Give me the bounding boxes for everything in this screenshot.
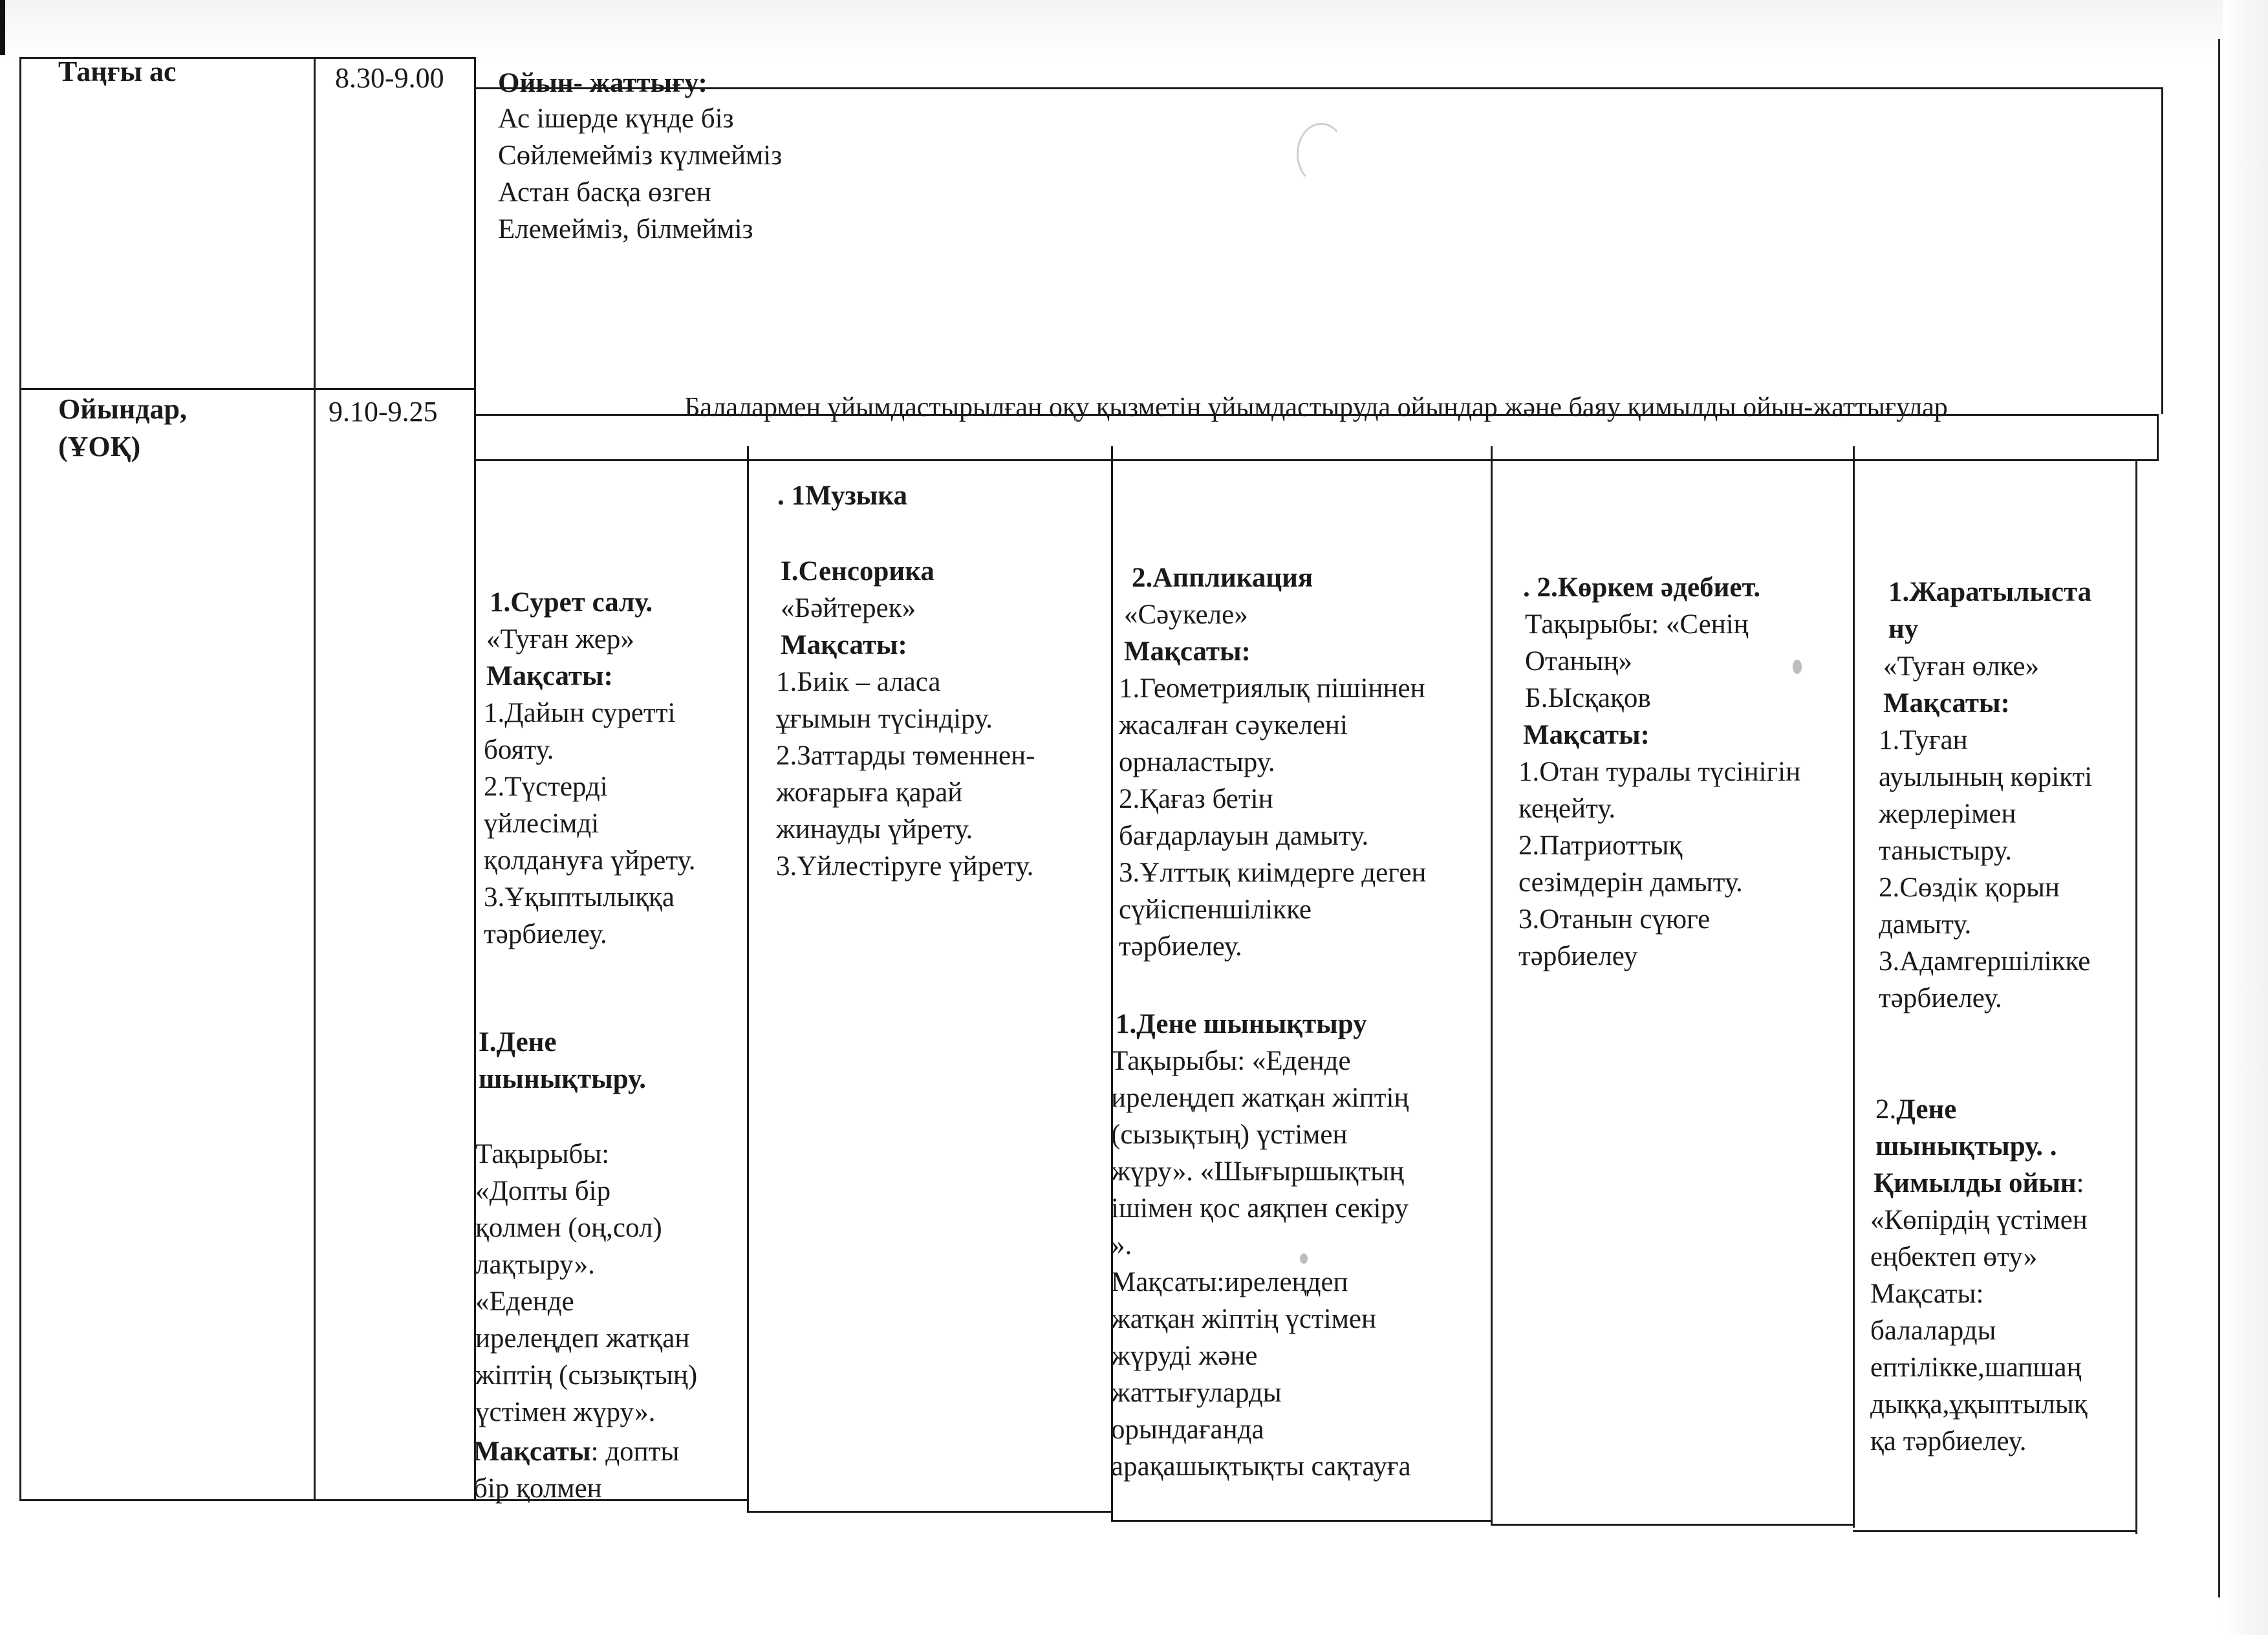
table-border-left: [19, 57, 21, 1500]
activity-title: І.Сенсорика: [781, 556, 934, 587]
sub-game-label: Қимылды ойын: [1874, 1168, 2077, 1198]
activity-title: 1.Сурет салу.: [490, 587, 653, 618]
scan-right-edge-line: [2218, 39, 2220, 1597]
activity-topic: «Туған өлке»: [1883, 651, 2039, 682]
activity-topic: «Сәукеле»: [1124, 600, 1248, 630]
activity-topic: Тақырыбы: «Сенің Отаның» Б.Ысқақов: [1525, 609, 1749, 713]
goal-items: 1.Туған ауылының көрікті жерлерімен таныстыру. 2.Сөздік қорын дамыту. 3.Адамгершілікке тәрбиелеу.: [1879, 725, 2093, 1013]
scan-dot: [1793, 660, 1802, 674]
exercise-title: Ойын- жаттығу:: [498, 68, 707, 98]
sub-activity-body: Тақырыбы: «Допты бір қолмен (оң,сол) лақтыру». «Еденде ирелеңдеп жатқан жіптің (сызықтың) үстімен жүру».: [475, 1139, 698, 1427]
goal-label: Мақсаты:: [1124, 636, 1251, 667]
table-bottom-col1: [747, 1511, 1112, 1513]
goal-label: Мақсаты:: [1883, 688, 2010, 719]
sub-activity-goal: [473, 1433, 679, 1507]
sub-activity-title: І.Дене шынықтыру.: [479, 1027, 646, 1094]
activity-title: 1.Жаратылыста ну: [1888, 577, 2092, 644]
table-border-right-upper: [2161, 87, 2163, 414]
table-border-right-lower: [2157, 414, 2159, 460]
goal-items: 1.Отан туралы түсінігін кеңейту. 2.Патриоттық сезімдерін дамыту. 3.Отанын сүюге тәрбиелеу: [1518, 757, 1801, 971]
sub-goal-text: : допты бір қолмен: [473, 1436, 680, 1504]
banner-bottom: [474, 459, 2159, 461]
scan-mark: [0, 0, 5, 55]
activity-title: 2.Аппликация: [1132, 563, 1313, 593]
row-time-games: 9.10-9.25: [329, 396, 438, 428]
scan-top-edge: [0, 0, 2268, 61]
column-divider-1: [747, 446, 749, 1512]
scan-right-edge: [2223, 0, 2268, 1635]
sub-activity-body: «Көпірдің үстімен еңбектеп өту» Мақсаты: балаларды ептілікке,шапшаң дыққа,ұқыптылық қа тәрбиелеу.: [1870, 1205, 2088, 1456]
activity-topic: «Бәйтерек»: [781, 593, 916, 623]
goal-label: Мақсаты:: [781, 630, 907, 660]
table-bottom-col3: [1491, 1524, 1854, 1526]
row-label-breakfast: Таңғы ас: [58, 56, 177, 87]
breakfast-content-top: [474, 87, 2163, 89]
table-border-label-col: [314, 57, 316, 1500]
table-bottom-col2: [1111, 1520, 1493, 1522]
activity-title: . 2.Көркем әдебиет.: [1523, 572, 1761, 603]
column-divider-4: [1853, 446, 1855, 1528]
scan-smudge: [1297, 123, 1346, 185]
table-bottom-col4: [1853, 1530, 2137, 1532]
goal-label: Мақсаты:: [486, 661, 613, 691]
goal-items: 1.Биік – аласа ұғымын түсіндіру. 2.Заттарды төменнен- жоғарыға қарай жинауды үйрету. 3.Үйлестіруге үйрету.: [776, 667, 1035, 882]
sub-activity-title-text: Дене шынықтыру. .: [1875, 1094, 2057, 1162]
activity-prefix: . 1Музыка: [777, 481, 907, 511]
row-divider-breakfast: [19, 388, 475, 390]
row-time-breakfast: 8.30-9.00: [335, 62, 444, 94]
sub-activity-title: 1.Дене шынықтыру: [1116, 1009, 1367, 1039]
activities-banner: Балалармен ұйымдастырылған оқу қызметін ұйымдастыруда ойындар және баяу қимылды ойын-жаттығулар: [684, 393, 1948, 422]
table-border-right-bottom: [2135, 460, 2137, 1534]
activity-topic: «Туған жер»: [486, 624, 634, 655]
sub-activity-prefix: 2.: [1875, 1094, 1897, 1125]
goal-label: Мақсаты:: [1523, 720, 1650, 750]
sub-activity-body: Тақырыбы: «Еденде ирелеңдеп жатқан жіптің (сызықтың) үстімен жүру». «Шығыршықтың ішімен қос аяқпен секіру ». Мақсаты:ирелеңдеп жатқан жіптің үстімен жүруді және жаттығуларды орындағанда арақашықтықты сақтауға: [1111, 1046, 1411, 1482]
row-label-games: Ойындар, (ҰОҚ): [58, 393, 188, 462]
sub-game-line: [1874, 1165, 2084, 1202]
exercise-poem: Ас ішерде күнде біз Сөйлемейміз күлмейміз Астан басқа өзген Елемейміз, білмейміз: [498, 103, 783, 244]
sub-activity-title: [1875, 1091, 2057, 1165]
column-divider-3: [1491, 446, 1493, 1525]
goal-items: 1.Дайын суретті бояту. 2.Түстерді үйлесімді қолдануға үйрету. 3.Ұқыптылыққа тәрбиелеу.: [484, 698, 696, 949]
sub-goal-label: Мақсаты: [473, 1436, 591, 1467]
sub-game-colon: :: [2076, 1168, 2084, 1198]
goal-items: 1.Геометриялық пішіннен жасалған сәукелені орналастыру. 2.Қағаз бетін бағдарлауын дамыту. 3.Ұлттық киімдерге деген сүйіспеншілікке тәрбиелеу.: [1119, 673, 1427, 962]
